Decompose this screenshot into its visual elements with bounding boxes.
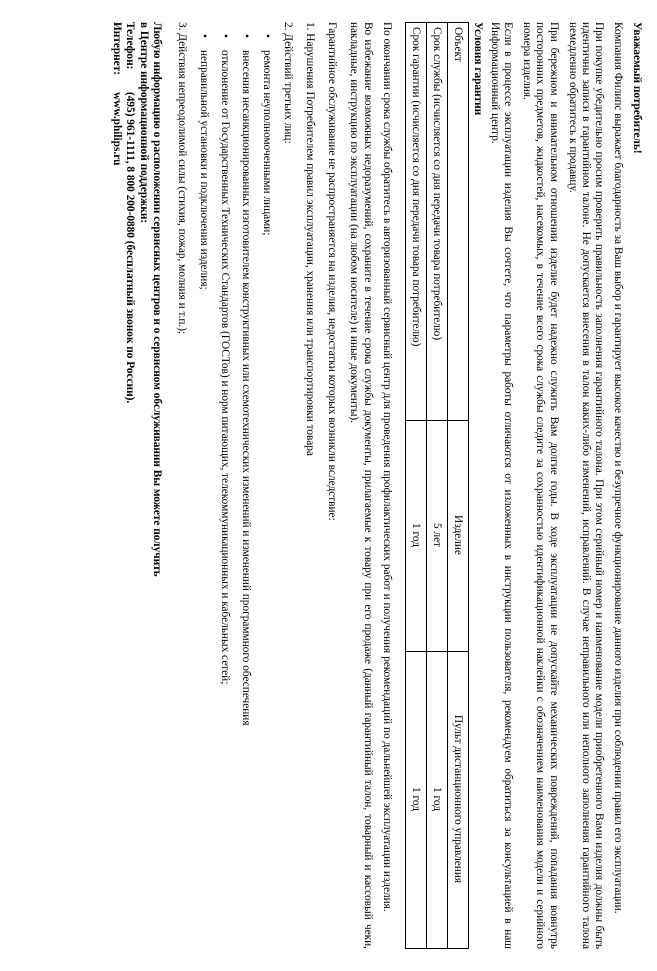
- web-row: [110, 22, 123, 403]
- list-item-text: ремонта неуполномоченными лицами;: [261, 50, 274, 236]
- intro-paragraph: Компания Филипс выражает благодарность за Ваш выбор и гарантирует высокое качество и безупречное функционирование данного изделия при соблюдении правил его эксплуатации.: [611, 22, 624, 914]
- web-label: Интернет:: [111, 22, 124, 75]
- contact-footer: [110, 22, 162, 949]
- table-header-cell: Пульт дистанционного управления: [447, 652, 468, 949]
- table-cell: 1 год: [405, 421, 426, 652]
- list-item: [239, 22, 252, 949]
- bullet-icon: •: [240, 34, 253, 38]
- list-item-text: неправильной установки и подключения изделия;: [197, 50, 210, 290]
- list-item: [197, 22, 210, 949]
- conditions-title: Условия гарантии: [472, 22, 485, 116]
- params-paragraph: Если в процессе эксплуатации изделия Вы сочтете, что параметры работы отличаются от изложенных в инструкции пользователя, рекомендуем обратиться за консультацией в наш Информационный центр.: [489, 22, 515, 949]
- warranty-table: [405, 22, 469, 949]
- phone-label: Телефон:: [124, 22, 137, 70]
- third-party-list: [197, 22, 273, 949]
- exclusions-intro: Гарантийное обслуживание не распространяется на изделия, недостатки которых возникли вследствие:: [326, 22, 339, 521]
- table-cell: 1 год: [426, 652, 447, 949]
- list-item-text: отклонение от Государственных Технических Стандартов (ГОСТов) и норм питающих, телекоммуникационных и кабельных сетей;: [218, 50, 231, 685]
- table-cell: 5 лет: [426, 421, 447, 652]
- web-link[interactable]: www.philips.ru: [111, 92, 124, 166]
- contact-table: [110, 22, 136, 403]
- keep-docs-paragraph: Во избежание возможных недоразумений, сохраните в течение срока службы документы, прилагаемые к товару при его продаже (данный гарантийный талон, товарный и кассовый чеки, накладные, инструкцию по эксплуатации (на любом носителе) и иные документы).: [348, 22, 374, 949]
- list-item-text: внесения несанкционированных изготовителем конструктивных или схемотехнических изменений и изменений программного обеспечения: [240, 50, 253, 726]
- table-row: [426, 23, 447, 949]
- table-cell: 1 год: [405, 652, 426, 949]
- check-paragraph: При покупке убедительно просим проверить правильность заполнения гарантийного талона. При этом серийный номер и наименование модели приобретенного Вами изделия должны быть идентичны записи в гарантийном талоне. Не допускается внесения в талон каких-либо изменений, исправлений. В случае неправильного или неполного заполнения гарантийного талона немедленно обратитесь к продавцу.: [566, 22, 605, 949]
- table-cell: Срок службы (исчисляется со дня передачи товара потребителю): [426, 23, 447, 421]
- care-paragraph: При бережном и внимательном отношении изделие будет надежно служить Вам долгие годы. В ходе эксплуатации не допускайте механических повреждений, попадания вовнутрь посторонних предметов, жидкостей, насекомых, в течение всего срока службы следите за сохранностью идентификационной наклейки с обозначением наименования модели и серийного номера изделия.: [521, 22, 560, 949]
- footer-line-1: Любую информацию о расположении сервисных центров и о сервисном обслуживании Вы можете получить: [150, 22, 163, 577]
- table-header-row: [447, 23, 468, 949]
- phone-row: [123, 22, 136, 403]
- table-cell: Срок гарантии (исчисляется со дня передачи товара потребителю): [405, 23, 426, 421]
- bullet-icon: •: [261, 34, 274, 38]
- greeting-heading: Уважаемый потребитель!: [631, 22, 643, 154]
- exclusion-item-2: 2. Действий третьих лиц:: [282, 22, 295, 144]
- list-item: [260, 22, 273, 949]
- exclusion-item-1: 1. Нарушения Потребителем правил эксплуатации, хранения или транспортировки товара: [304, 22, 317, 456]
- footer-line-2: в Центре информационной поддержки:: [137, 22, 150, 224]
- exclusion-item-3: 3. Действия непреодолимой силы (стихия, пожар, молния и т.п.);: [175, 22, 188, 335]
- after-service-paragraph: По окончании срока службы обратитесь в авторизованный сервисный центр для проведения профилактических работ и получения рекомендаций по дальнейшей эксплуатации изделия.: [380, 22, 393, 912]
- list-item: [218, 22, 231, 949]
- table-row: [405, 23, 426, 949]
- table-header-cell: Объект: [447, 23, 468, 421]
- table-header-cell: Изделие: [447, 421, 468, 652]
- bullet-icon: •: [218, 34, 231, 38]
- phone-value: (495) 961-1111, 8 800 200-0880 (бесплатный звонок по России).: [124, 92, 137, 404]
- bullet-icon: •: [197, 34, 210, 38]
